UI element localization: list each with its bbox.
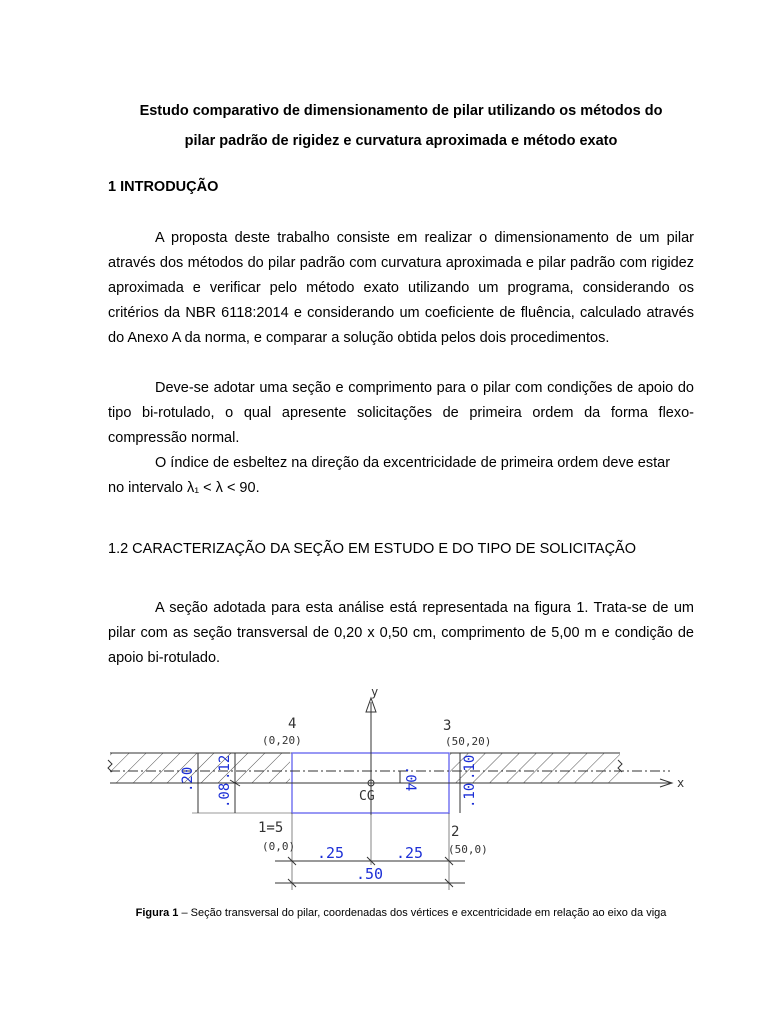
dim-right2-label: .10 [462, 782, 478, 808]
vertex-4-label: 4 [288, 716, 297, 732]
vertex-3-coord: (50,20) [445, 735, 492, 748]
dim-height-label: .20 [180, 766, 196, 792]
title-line-1: Estudo comparativo de dimensionamento de pilar utilizando os métodos do [139, 103, 663, 119]
vertex-3-label: 3 [443, 718, 452, 734]
vertex-2-coord: (50,0) [448, 843, 488, 856]
vertex-2-label: 2 [451, 824, 460, 840]
dim-lower-label: .08 [217, 782, 233, 808]
figure-caption [108, 906, 694, 921]
dim-upper-label: .12 [217, 754, 233, 780]
paragraph-proposta: A proposta deste trabalho consiste em realizar o dimensionamento de um pilar através dos métodos do pilar padrão com curvatura aproximada e pilar padrão com rigidez aproximada e verificar pelo método exato utilizando um programa, considerando os critérios da NBR 6118:2014 e considerando um coeficiente de fluência, calculado através do Anexo A da norma, e comparar a solução obtida pelos dois procedimentos. [108, 230, 694, 346]
section-heading-caracterizacao: 1.2 CARACTERIZAÇÃO DA SEÇÃO EM ESTUDO E DO TIPO DE SOLICITAÇÃO [108, 541, 637, 557]
section-figure [100, 680, 700, 900]
dim-total-label: .50 [356, 865, 384, 883]
paragraph-esbeltez-line-2: no intervalo λ₁ < λ < 90. [108, 480, 260, 496]
paragraph-secao: Deve-se adotar uma seção e comprimento para o pilar com condições de apoio do tipo bi-rotulado, o qual apresente solicitações de primeira ordem da forma flexo-compressão normal. [108, 380, 694, 446]
title-line-2: pilar padrão de rigidez e curvatura aproximada e método exato [184, 133, 618, 149]
vertex-1-coord: (0,0) [262, 840, 296, 853]
paragraph-esbeltez [108, 451, 694, 501]
paragraph-secao-adotada: A seção adotada para esta análise está representada na figura 1. Trata-se de um pilar com as seção transversal de 0,20 x 0,50 cm, comprimento de 5,00 m e condição de apoio bi-rotulado. [108, 600, 694, 666]
vertex-1-label: 1=5 [258, 820, 284, 836]
document-title [108, 96, 694, 156]
y-axis-label: y [371, 685, 379, 699]
dim-right-label: .10 [462, 754, 478, 780]
vertex-4-coord: (0,20) [262, 734, 302, 747]
dim-ecc-label: .04 [402, 766, 418, 792]
caption-text: – Seção transversal do pilar, coordenadas dos vértices e excentricidade em relação ao eixo da viga [178, 907, 667, 919]
caption-label: Figura 1 [135, 907, 179, 919]
beam-left-hatch [110, 753, 290, 783]
dim-half-right-label: .25 [396, 844, 424, 862]
cg-label: CG [359, 789, 375, 804]
section-heading-introducao: 1 INTRODUÇÃO [108, 179, 219, 195]
dim-half-left-label: .25 [317, 844, 345, 862]
paragraph-esbeltez-line-1: O índice de esbeltez na direção da excentricidade de primeira ordem deve estar [155, 455, 671, 471]
x-axis-label: x [677, 776, 685, 790]
